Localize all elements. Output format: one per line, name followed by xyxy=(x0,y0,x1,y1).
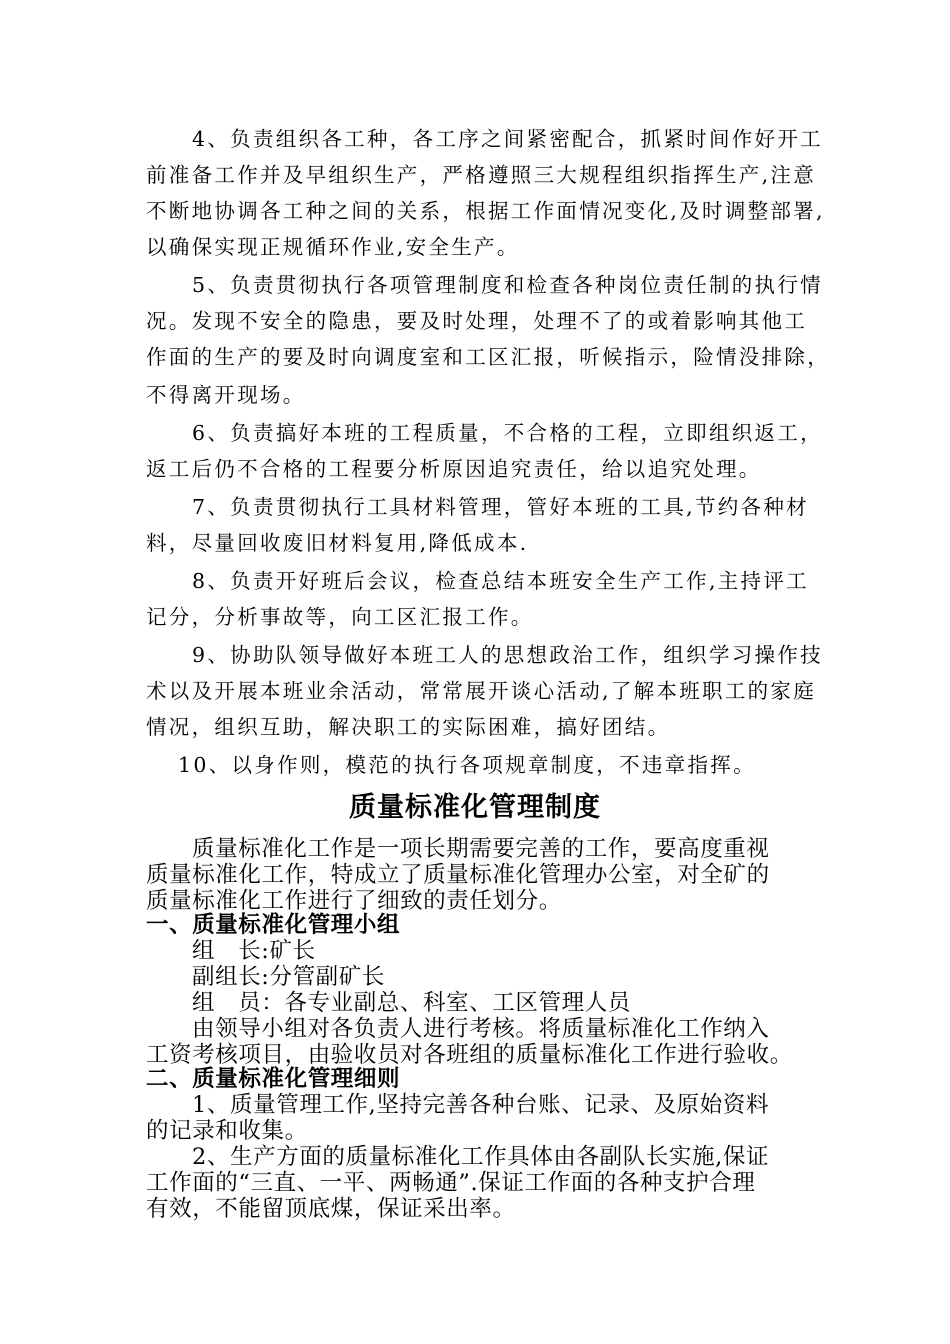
rule-2-line-1: 2、生产方面的质量标准化工作具体由各副队长实施,保证 xyxy=(192,1144,770,1170)
paragraph-4-line-3: 不断地协调各工种之间的关系，根据工作面情况变化,及时调整部署, xyxy=(146,199,825,223)
paragraph-7-line-2: 料，尽量回收废旧材料复用,降低成本. xyxy=(146,531,529,555)
group-members-line: 组 员：各专业副总、科室、工区管理人员 xyxy=(192,990,631,1016)
paragraph-5-line-1: 5、负责贯彻执行各项管理制度和检查各种岗位责任制的执行情 xyxy=(192,273,823,297)
rule-2-line-2: 工作面的“三直、一平、两畅通”.保证工作面的各种支护合理 xyxy=(146,1170,756,1196)
heading-management-group: 一、质量标准化管理小组 xyxy=(146,912,401,938)
paragraph-4-line-2: 前准备工作并及早组织生产，严格遵照三大规程组织指挥生产,注意 xyxy=(146,163,817,187)
intro-line-3: 质量标准化工作进行了细致的责任划分。 xyxy=(146,888,562,914)
rule-1-line-1: 1、质量管理工作,坚持完善各种台账、记录、及原始资料 xyxy=(192,1092,770,1118)
group-leader-line: 组 长:矿长 xyxy=(192,938,316,964)
assessment-line-1: 由领导小组对各负责人进行考核。将质量标准化工作纳入 xyxy=(192,1016,770,1042)
paragraph-4-line-4: 以确保实现正规循环作业,安全生产。 xyxy=(146,235,520,259)
section-title: 质量标准化管理制度 xyxy=(349,792,601,823)
paragraph-6-line-2: 返工后仍不合格的工程要分析原因追究责任，给以追究处理。 xyxy=(146,457,762,481)
rule-1-line-2: 的记录和收集。 xyxy=(146,1118,308,1144)
paragraph-10-line-1: 10、以身作则，模范的执行各项规章制度，不违章指挥。 xyxy=(178,753,756,777)
paragraph-9-line-3: 情况，组织互助，解决职工的实际困难，搞好团结。 xyxy=(146,715,671,739)
paragraph-9-line-1: 9、协助队领导做好本班工人的思想政治工作，组织学习操作技 xyxy=(192,643,823,667)
paragraph-7-line-1: 7、负责贯彻执行工具材料管理，管好本班的工具,节约各种材 xyxy=(192,495,809,519)
paragraph-5-line-4: 不得离开现场。 xyxy=(146,383,306,407)
deputy-leader-line: 副组长:分管副矿长 xyxy=(192,964,385,990)
intro-line-2: 质量标准化工作，特成立了质量标准化管理办公室，对全矿的 xyxy=(146,862,770,888)
paragraph-6-line-1: 6、负责搞好本班的工程质量，不合格的工程，立即组织返工， xyxy=(192,421,823,445)
heading-management-rules: 二、质量标准化管理细则 xyxy=(146,1066,401,1092)
paragraph-9-line-2: 术以及开展本班业余活动，常常展开谈心活动,了解本班职工的家庭 xyxy=(146,679,817,703)
paragraph-4-line-1: 4、负责组织各工种，各工序之间紧密配合，抓紧时间作好开工 xyxy=(192,127,823,151)
intro-line-1: 质量标准化工作是一项长期需要完善的工作，要高度重视 xyxy=(192,836,770,862)
paragraph-5-line-3: 作面的生产的要及时向调度室和工区汇报，听候指示，险情没排除， xyxy=(146,345,830,369)
paragraph-8-line-1: 8、负责开好班后会议，检查总结本班安全生产工作,主持评工 xyxy=(192,569,809,593)
assessment-line-2: 工资考核项目，由验收员对各班组的质量标准化工作进行验收。 xyxy=(146,1042,793,1068)
rule-2-line-3: 有效，不能留顶底煤，保证采出率。 xyxy=(146,1196,516,1222)
paragraph-8-line-2: 记分，分析事故等，向工区汇报工作。 xyxy=(146,605,534,629)
paragraph-5-line-2: 况。发现不安全的隐患，要及时处理，处理不了的或着影响其他工 xyxy=(146,309,808,333)
